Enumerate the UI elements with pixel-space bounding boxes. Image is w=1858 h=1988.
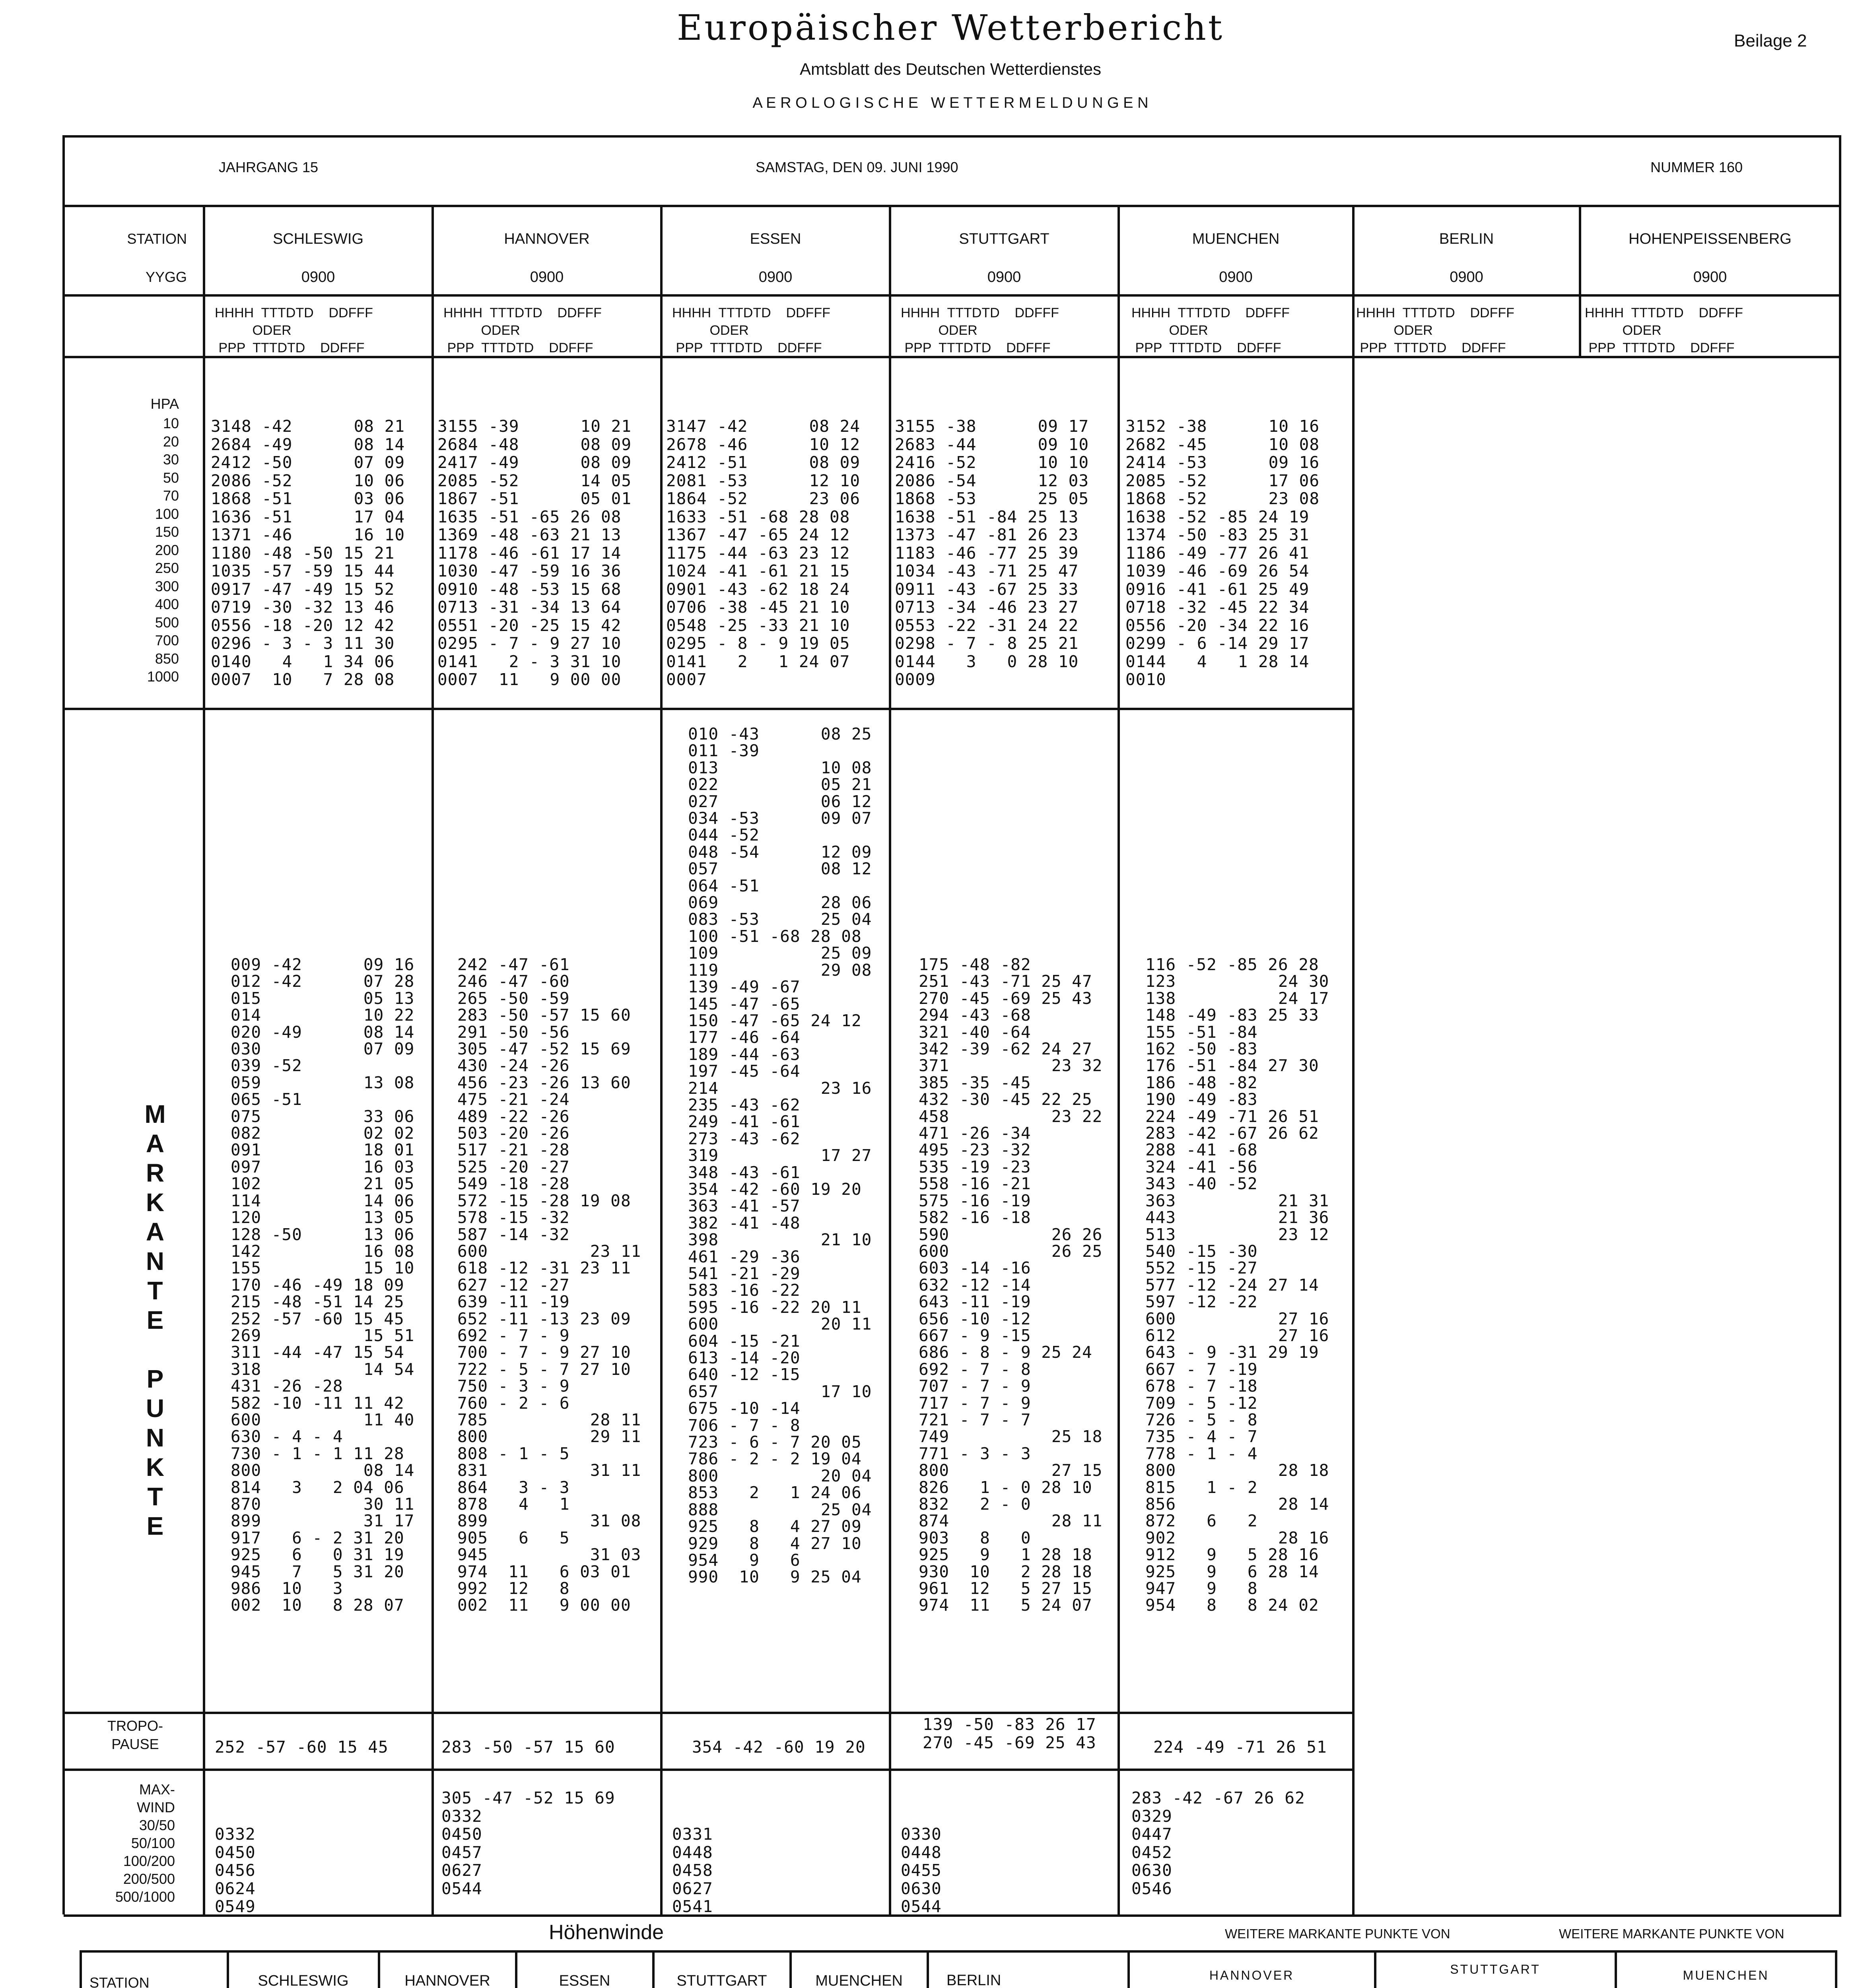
- hw-station-name: BERLIN: [946, 1972, 1001, 1988]
- mk-letter: T: [147, 1482, 163, 1511]
- mk-letter: K: [146, 1188, 165, 1217]
- col-line-3: [660, 205, 663, 1914]
- std-levels-essen: 3147 -42 08 24 2678 -46 10 12 2412 -51 08 09 2081 -53 12 10 1864 -52 23 06 1633 -51 -68 28 08 1367 -47 -65 24 12 1175 -44 -63 23 12 1024 -41 -61 21 15 0901 -43 -62 18 24 0706 -38 -45 21 10 0548 -25 -33 21 10 0295 - 8 - 9 19 05 0141 2 1 24 07 0007: [666, 417, 860, 689]
- mk-letter: [131, 1335, 179, 1364]
- beilage-label: Beilage 2: [1734, 31, 1807, 50]
- std-levels-schleswig: 3148 -42 08 21 2684 -49 08 14 2412 -50 07 09 2086 -52 10 06 1868 -51 03 06 1636 -51 17 04 1371 -46 16 10 1180 -48 -50 15 21 1035 -57 -59 15 44 0917 -47 -49 15 52 0719 -30 -32 13 46 0556 -18 -20 12 42 0296 - 3 - 3 11 30 0140 4 1 34 06 0007 10 7 28 08: [211, 417, 405, 689]
- weitere-muenchen-name: MUENCHEN: [1683, 1968, 1769, 1982]
- hw-station-label: STATION: [89, 1974, 150, 1988]
- tropo-essen: 354 -42 -60 19 20: [692, 1738, 866, 1757]
- hpa-label: HPA: [150, 396, 179, 412]
- tropopause-label: TROPO- PAUSE: [107, 1718, 163, 1752]
- mk-letter: M: [144, 1100, 166, 1128]
- station-label: STATION: [127, 231, 187, 247]
- col-line-6: [1352, 205, 1355, 1914]
- station-time-stuttgart: 0900: [987, 269, 1021, 285]
- hw-top: [80, 1950, 1837, 1953]
- jahrgang-label: JAHRGANG 15: [219, 159, 319, 175]
- col-header-muenchen: HHHH TTTDTD DDFFF ODER PPP TTTDTD DDFFF: [1131, 305, 1290, 355]
- mk-letter: E: [146, 1512, 164, 1540]
- hw-station-name: MUENCHEN: [815, 1972, 903, 1988]
- frame-left: [62, 135, 65, 1914]
- maxwind-essen: 0331 0448 0458 0627 0541: [672, 1825, 713, 1916]
- maxwind-schleswig: 0332 0450 0456 0624 0549: [215, 1825, 256, 1916]
- col-header-hohenpeissenberg: HHHH TTTDTD DDFFF ODER PPP TTTDTD DDFFF: [1585, 305, 1743, 355]
- col-header-essen: HHHH TTTDTD DDFFF ODER PPP TTTDTD DDFFF: [672, 305, 830, 355]
- weitere-title-1: WEITERE MARKANTE PUNKTE VON: [1225, 1926, 1450, 1941]
- mk-letter: A: [146, 1129, 165, 1158]
- station-name-schleswig: SCHLESWIG: [272, 231, 364, 247]
- mk-letter: U: [146, 1394, 165, 1423]
- page-subtitle: Amtsblatt des Deutschen Wetterdienstes: [800, 60, 1101, 78]
- maxwind-stuttgart: 0330 0448 0455 0630 0544: [901, 1825, 942, 1916]
- section-title: A E R O L O G I S C H E W E T T E R M E L D U N G E N: [752, 95, 1149, 111]
- markante-essen: 010 -43 08 25 011 -39 013 10 08 022 05 21 027 06 12 034 -53 09 07 044 -52 048 -54 12 09 057 08 12 064 -51 069 28 06 083 -53 25 04 100 -51 -68 28 08 109 25 09 119 29 08 139 -49 -67 145 -47 -65 150 -47 -65 24 12 177 -46 -64 189 -44 -63 197 -45 -64 214 23 16 235 -43 -62 249 -41 -61 273 -43 -62 319 17 27 348 -43 -61 354 -42 -60 19 20 363 -41 -57 382 -41 -48 398 21 10 461 -29 -36 541 -21 -29 583 -16 -22 595 -16 -22 20 11 600 20 11 604 -15 -21 613 -14 -20 640 -12 -15 657 17 10 675 -10 -14 706 - 7 - 8 723 - 6 - 7 20 05 786 - 2 - 2 19 04 800 20 04 853 2 1 24 06 888 25 04 925 8 4 27 09 929 8 4 27 10 954 9 6 990 10 9 25 04: [688, 724, 872, 1587]
- weitere-stuttgart-name: STUTTGART: [1450, 1962, 1541, 1976]
- station-time-hannover: 0900: [530, 269, 564, 285]
- col-header-hannover: HHHH TTTDTD DDFFF ODER PPP TTTDTD DDFFF: [443, 305, 602, 355]
- maxwind-label: MAX- WIND 30/50 50/100 100/200 200/500 500/1000: [115, 1781, 175, 1905]
- mk-letter: N: [146, 1247, 165, 1276]
- markante-punkte-label: [131, 1099, 179, 1541]
- station-name-muenchen: MUENCHEN: [1192, 231, 1280, 247]
- hw-col-6: [927, 1950, 929, 1988]
- hw-station-schleswig: [229, 1972, 378, 1988]
- hw-station-name: SCHLESWIG: [258, 1972, 349, 1988]
- frame-right: [1839, 135, 1841, 1914]
- hoehenwinde-title: Höhenwinde: [549, 1921, 664, 1944]
- maxwind-hannover: 305 -47 -52 15 69 0332 0450 0457 0627 0544: [441, 1788, 615, 1898]
- mk-letter: N: [146, 1423, 165, 1452]
- station-time-schleswig: 0900: [301, 269, 335, 285]
- station-name-berlin: BERLIN: [1439, 231, 1494, 247]
- station-time-hohenpeissenberg: 0900: [1693, 269, 1727, 285]
- hw-station-stuttgart: [654, 1972, 789, 1988]
- hw-station-name: HANNOVER: [404, 1972, 490, 1988]
- mk-letter: E: [146, 1306, 164, 1334]
- hw-station-hannover: [380, 1972, 515, 1988]
- mk-letter: T: [147, 1276, 163, 1305]
- weitere-title-2: WEITERE MARKANTE PUNKTE VON: [1559, 1926, 1784, 1941]
- hw-station-name: STUTTGART: [676, 1972, 767, 1988]
- mk-letter: K: [146, 1453, 165, 1481]
- hw-station-muenchen: [791, 1972, 927, 1988]
- date-label: SAMSTAG, DEN 09. JUNI 1990: [756, 159, 958, 175]
- station-time-essen: 0900: [758, 269, 793, 285]
- nummer-label: NUMMER 160: [1650, 159, 1743, 175]
- hpa-levels: 10 20 30 50 70 100 150 200 250 300 400 500 700 850 1000: [147, 415, 179, 685]
- col-line-4: [889, 205, 891, 1914]
- yygg-label: YYGG: [145, 269, 187, 285]
- col-header-stuttgart: HHHH TTTDTD DDFFF ODER PPP TTTDTD DDFFF: [901, 305, 1059, 355]
- markante-stuttgart: 175 -48 -82 251 -43 -71 25 47 270 -45 -69 25 43 294 -43 -68 321 -40 -64 342 -39 -62 24 27 371 23 32 385 -35 -45 432 -30 -45 22 25 458 23 22 471 -26 -34 495 -23 -32 535 -19 -23 558 -16 -21 575 -16 -19 582 -16 -18 590 26 26 600 26 25 603 -14 -16 632 -12 -14 643 -11 -19 656 -10 -12 667 - 9 -15 686 - 8 - 9 25 24 692 - 7 - 8 707 - 7 - 9 717 - 7 - 9 721 - 7 - 7 749 25 18 771 - 3 - 3 800 27 15 826 1 - 0 28 10 832 2 - 0 874 28 11 903 8 0 925 9 1 28 18 930 10 2 28 18 961 12 5 27 15 974 11 5 24 07: [919, 955, 1103, 1615]
- col-header-schleswig: HHHH TTTDTD DDFFF ODER PPP TTTDTD DDFFF: [215, 305, 373, 355]
- std-levels-hannover: 3155 -39 10 21 2684 -48 08 09 2417 -49 08 09 2085 -52 14 05 1867 -51 05 01 1635 -51 -65 26 08 1369 -48 -63 21 13 1178 -46 -61 17 14 1030 -47 -59 16 36 0910 -48 -53 15 68 0713 -31 -34 13 64 0551 -20 -25 15 42 0295 - 7 - 9 27 10 0141 2 - 3 31 10 0007 11 9 00 00: [437, 417, 632, 689]
- markante-muenchen: 116 -52 -85 26 28 123 24 30 138 24 17 148 -49 -83 25 33 155 -51 -84 162 -50 -83 176 -51 -84 27 30 186 -48 -82 190 -49 -83 224 -49 -71 26 51 283 -42 -67 26 62 288 -41 -68 324 -41 -56 343 -40 -52 363 21 31 443 21 36 513 23 12 540 -15 -30 552 -15 -27 577 -12 -24 27 14 597 -12 -22 600 27 16 612 27 16 643 - 9 -31 29 19 667 - 7 -19 678 - 7 -18 709 - 5 -12 726 - 5 - 8 735 - 4 - 7 778 - 1 - 4 800 28 18 815 1 - 2 856 28 14 872 6 2 902 28 16 912 9 5 28 16 925 9 6 28 14 947 9 8 954 8 8 24 02: [1145, 955, 1329, 1615]
- std-levels-stuttgart: 3155 -38 09 17 2683 -44 09 10 2416 -52 10 10 2086 -54 12 03 1868 -53 25 05 1638 -51 -84 25 13 1373 -47 -81 26 23 1183 -46 -77 25 39 1034 -43 -71 25 47 0911 -43 -67 25 33 0713 -34 -46 23 27 0553 -22 -31 24 22 0298 - 7 - 8 25 21 0144 3 0 28 10 0009: [895, 417, 1089, 689]
- station-name-essen: ESSEN: [750, 231, 801, 247]
- hw-station-berlin: [946, 1972, 1001, 1988]
- station-time-muenchen: 0900: [1219, 269, 1253, 285]
- row-line-tropo: [64, 1769, 1354, 1771]
- row-line-std: [64, 708, 1354, 710]
- col-header-berlin: HHHH TTTDTD DDFFF ODER PPP TTTDTD DDFFF: [1356, 305, 1514, 355]
- frame-top: [64, 135, 1841, 138]
- weitere-hannover-name: HANNOVER: [1209, 1968, 1294, 1982]
- tropo-muenchen: 224 -49 -71 26 51: [1153, 1738, 1327, 1757]
- station-name-hohenpeissenberg: HOHENPEISSENBERG: [1629, 231, 1792, 247]
- tropo-hannover: 283 -50 -57 15 60: [441, 1738, 615, 1757]
- maxwind-muenchen: 283 -42 -67 26 62 0329 0447 0452 0630 0546: [1131, 1788, 1305, 1898]
- row-line-maxwind: [64, 1914, 1841, 1917]
- markante-schleswig: 009 -42 09 16 012 -42 07 28 015 05 13 014 10 22 020 -49 08 14 030 07 09 039 -52 059 13 08 065 -51 075 33 06 082 02 02 091 18 01 097 16 03 102 21 05 114 14 06 120 13 05 128 -50 13 06 142 16 08 155 15 10 170 -46 -49 18 09 215 -48 -51 14 25 252 -57 -60 15 45 269 15 51 311 -44 -47 15 54 318 14 54 431 -26 -28 582 -10 -11 11 42 600 11 40 630 - 4 - 4 730 - 1 - 1 11 28 800 08 14 814 3 2 04 06 870 30 11 899 31 17 917 6 - 2 31 20 925 6 0 31 19 945 7 5 31 20 986 10 3 002 10 8 28 07: [231, 955, 415, 1615]
- col-line-2: [431, 205, 434, 1914]
- tropo-stuttgart: 139 -50 -83 26 17 270 -45 -69 25 43: [923, 1715, 1096, 1752]
- hw-left: [80, 1950, 82, 1988]
- tropo-schleswig: 252 -57 -60 15 45: [215, 1738, 389, 1757]
- col-line-1: [203, 205, 205, 1914]
- station-name-hannover: HANNOVER: [504, 231, 590, 247]
- row-line-markante: [64, 1712, 1354, 1714]
- frame-header-bottom: [64, 205, 1841, 207]
- hw-station-name: ESSEN: [559, 1972, 610, 1988]
- row-line-station: [64, 294, 1841, 297]
- page-title: Europäischer Wetterbericht: [676, 7, 1224, 48]
- hw-station-essen: [517, 1972, 652, 1988]
- station-name-stuttgart: STUTTGART: [959, 231, 1049, 247]
- markante-hannover: 242 -47 -61 246 -47 -60 265 -50 -59 283 -50 -57 15 60 291 -50 -56 305 -47 -52 15 69 430 -24 -26 456 -23 -26 13 60 475 -21 -24 489 -22 -26 503 -20 -26 517 -21 -28 525 -20 -27 549 -18 -28 572 -15 -28 19 08 578 -15 -32 587 -14 -32 600 23 11 618 -12 -31 23 11 627 -12 -27 639 -11 -19 652 -11 -13 23 09 692 - 7 - 9 700 - 7 - 9 27 10 722 - 5 - 7 27 10 750 - 3 - 9 760 - 2 - 6 785 28 11 800 29 11 808 - 1 - 5 831 31 11 864 3 - 3 878 4 1 899 31 08 905 6 5 945 31 03 974 11 6 03 01 992 12 8 002 11 9 00 00: [457, 955, 641, 1615]
- mk-letter: R: [146, 1159, 165, 1187]
- col-line-5: [1118, 205, 1120, 1914]
- station-time-berlin: 0900: [1450, 269, 1483, 285]
- mk-letter: P: [146, 1365, 164, 1393]
- mk-letter: A: [146, 1217, 165, 1246]
- std-levels-muenchen: 3152 -38 10 16 2682 -45 10 08 2414 -53 09 16 2085 -52 17 06 1868 -52 23 08 1638 -52 -85 24 19 1374 -50 -83 25 31 1186 -49 -77 26 41 1039 -46 -69 26 54 0916 -41 -61 25 49 0718 -32 -45 22 34 0556 -20 -34 22 16 0299 - 6 -14 29 17 0144 4 1 28 14 0010: [1125, 417, 1320, 689]
